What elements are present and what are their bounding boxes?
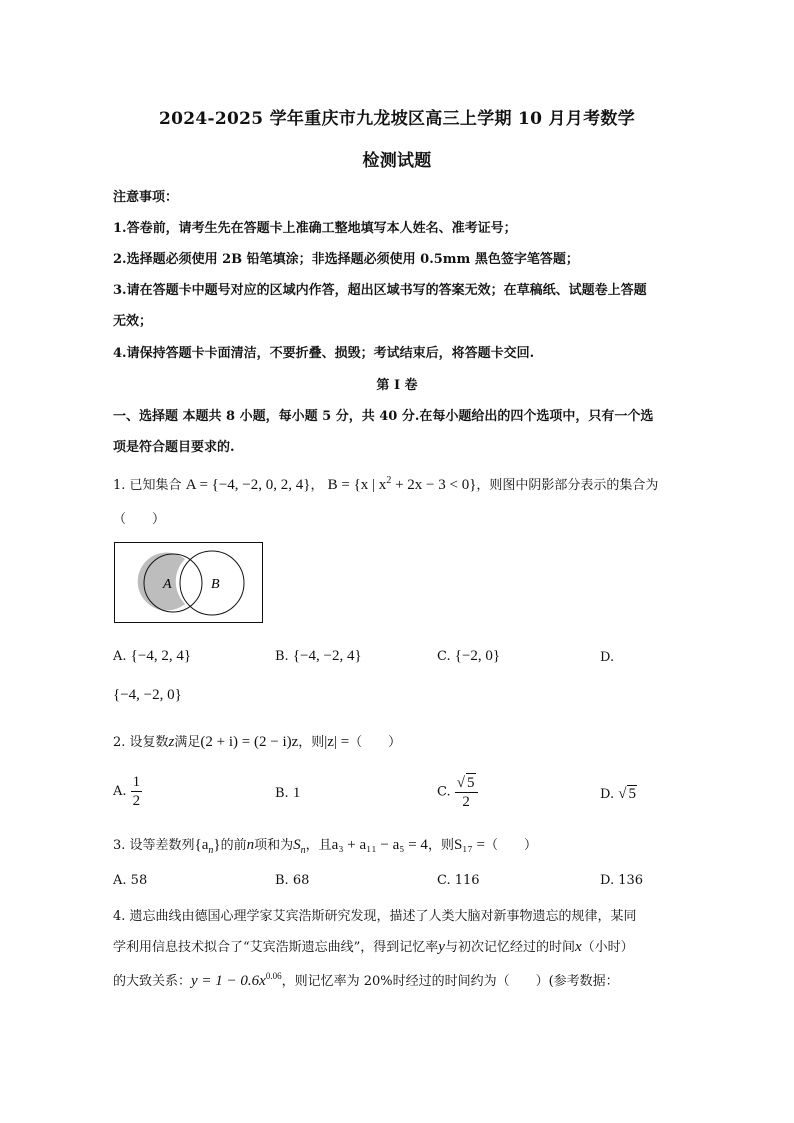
fraction-numerator: 1	[132, 774, 141, 790]
q1-set-a: A = {−4, −2, 0, 2, 4}	[185, 477, 311, 493]
option-value: {−4, −2, 4}	[292, 648, 362, 664]
notice-item: 3.请在答题卡中题号对应的区域内作答，超出区域书写的答案无效；在草稿纸、试题卷上答题	[113, 283, 647, 298]
q3-sequence	[194, 837, 221, 856]
option-value: 116	[454, 873, 480, 888]
sqrt-radicand: 5	[628, 786, 636, 802]
q2-var-z: z	[168, 734, 175, 750]
page-subtitle: 检测试题	[362, 151, 432, 171]
q2-option-c	[437, 773, 478, 811]
option-label: B.	[275, 649, 289, 664]
notice-item: 4.请保持答题卡卡面清洁，不要折叠、损毁；考试结束后，将答题卡交回.	[113, 346, 535, 361]
question-1	[113, 474, 658, 494]
option-label: A.	[113, 649, 127, 664]
q1-option-c	[437, 648, 500, 665]
q1-setb-exp: 2	[386, 475, 392, 486]
fraction-numerator: √ 5	[455, 773, 478, 793]
q3-paren: （ ）	[484, 838, 537, 853]
volume-heading: 第 I 卷	[376, 378, 418, 393]
q4-formula-base: y = 1 − 0.6x	[191, 973, 266, 989]
q3-equation: a₃ + a₁₁ − a₅ = 4	[331, 837, 428, 853]
question-4-line2	[113, 936, 634, 956]
fraction	[131, 773, 143, 810]
q3-option-b	[275, 873, 309, 888]
option-label: D.	[600, 787, 615, 802]
option-value: {−2, 0}	[454, 648, 501, 664]
seq-open: {a	[194, 837, 209, 853]
fraction-denominator: 2	[132, 793, 141, 809]
section-heading-cont: 项是符合题目要求的.	[113, 440, 235, 455]
option-value: 68	[292, 873, 310, 888]
notice-item: 2.选择题必须使用 2B 铅笔填涂；非选择题必须使用 0.5mm 黑色签字笔答题；	[113, 252, 579, 267]
option-value: 1	[292, 785, 301, 801]
fraction	[455, 773, 478, 811]
sn-sub: n	[300, 845, 306, 856]
q2-option-b	[275, 785, 300, 802]
option-label: C.	[437, 873, 451, 888]
q4-var-y: y	[438, 939, 445, 955]
option-label: B.	[275, 786, 289, 801]
q3-option-d	[600, 873, 643, 888]
q2-option-a	[113, 773, 142, 810]
q2-mid: 满足	[174, 735, 201, 750]
q2-prefix: 2. 设复数	[113, 735, 169, 750]
q2-paren: （ ）	[349, 735, 402, 750]
q3-mid1: 的前	[220, 838, 247, 853]
option-value: {−4, 2, 4}	[130, 648, 192, 664]
option-label: A.	[113, 873, 127, 888]
q1-option-d-value: {−4, −2, 0}	[113, 687, 182, 703]
q2-abs: |z| =	[324, 734, 350, 750]
q2-comma: ，则	[298, 735, 325, 750]
option-value: 58	[130, 873, 148, 888]
section-heading: 一、选择题 本题共 8 小题，每小题 5 分，共 40 分.在每小题给出的四个选项中，只有一个选	[113, 409, 654, 424]
sqrt-expression: √ 5	[618, 786, 636, 802]
question-4-line3	[113, 970, 619, 990]
q3-prefix: 3. 设等差数列	[113, 838, 195, 853]
q1-suffix: ，则图中阴影部分表示的集合为	[476, 478, 659, 493]
q3-s17: S₁₇ =	[453, 837, 485, 853]
q4-var-x: x	[574, 939, 582, 955]
q2-option-d	[600, 785, 637, 803]
q1-prefix: 1. 已知集合	[113, 478, 182, 493]
q1-option-b	[275, 648, 362, 665]
q4-line2-end: （小时）	[581, 940, 634, 955]
q4-line3-end: ，则记忆率为 20%时经过的时间约为（ ）(参考数据：	[281, 974, 619, 989]
page-title: 2024-2025 学年重庆市九龙坡区高三上学期 10 月月考数学	[159, 109, 635, 129]
notice-item: 无效；	[113, 314, 153, 329]
q3-option-c	[437, 873, 480, 888]
fraction-denominator: 2	[462, 794, 470, 810]
q1-comma: ，	[310, 478, 324, 493]
seq-close: }	[213, 837, 221, 853]
q3-mid2: 项和为	[254, 838, 294, 853]
q1-option-d-label: D.	[600, 650, 615, 665]
venn-label-a: A	[163, 577, 172, 592]
option-label: C.	[437, 649, 451, 664]
question-3	[113, 834, 537, 856]
q3-sn	[293, 837, 306, 856]
q3-mid3: ，且	[305, 838, 332, 853]
q1-answer-paren: （ ）	[113, 512, 166, 527]
q3-option-a	[113, 873, 147, 888]
q4-formula	[191, 973, 282, 989]
notice-heading: 注意事项：	[113, 190, 179, 205]
venn-label-b: B	[211, 577, 220, 592]
q1-setb-post: + 2x − 3 < 0}	[391, 477, 477, 493]
venn-diagram	[114, 542, 264, 624]
venn-shaded-region	[138, 553, 185, 611]
option-label: B.	[275, 873, 289, 888]
q1-option-a	[113, 648, 191, 665]
q1-setb-pre: B = {x | x	[327, 477, 387, 493]
q4-line3-pre: 的大致关系：	[113, 974, 192, 989]
seq-sub: n	[208, 845, 214, 856]
q4-formula-exp: 0.06	[265, 971, 282, 981]
question-4-line1: 4. 遗忘曲线由德国心理学家艾宾浩斯研究发现，描述了人类大脑对新事物遗忘的规律，某同	[113, 909, 637, 924]
notice-item: 1.答卷前，请考生先在答题卡上准确工整地填写本人姓名、准考证号；	[113, 221, 517, 236]
option-label: A.	[113, 784, 127, 799]
option-value: 136	[618, 873, 644, 888]
venn-universe-rect	[115, 543, 263, 623]
option-label: C.	[437, 784, 451, 800]
q1-set-b	[328, 477, 477, 493]
sqrt-radicand: 5	[467, 775, 475, 791]
q3-var-n: n	[246, 837, 255, 853]
q4-line2-pre: 学利用信息技术拟合了“艾宾浩斯遗忘曲线”，得到记忆率	[113, 940, 439, 955]
q4-line2-mid: 与初次记忆经过的时间	[444, 940, 575, 955]
q3-mid4: ，则	[427, 838, 454, 853]
question-2	[113, 731, 401, 751]
q2-equation: (2 + i) = (2 − i)z	[200, 734, 299, 750]
option-label: D.	[600, 873, 615, 888]
sn-symbol: S	[293, 837, 301, 853]
